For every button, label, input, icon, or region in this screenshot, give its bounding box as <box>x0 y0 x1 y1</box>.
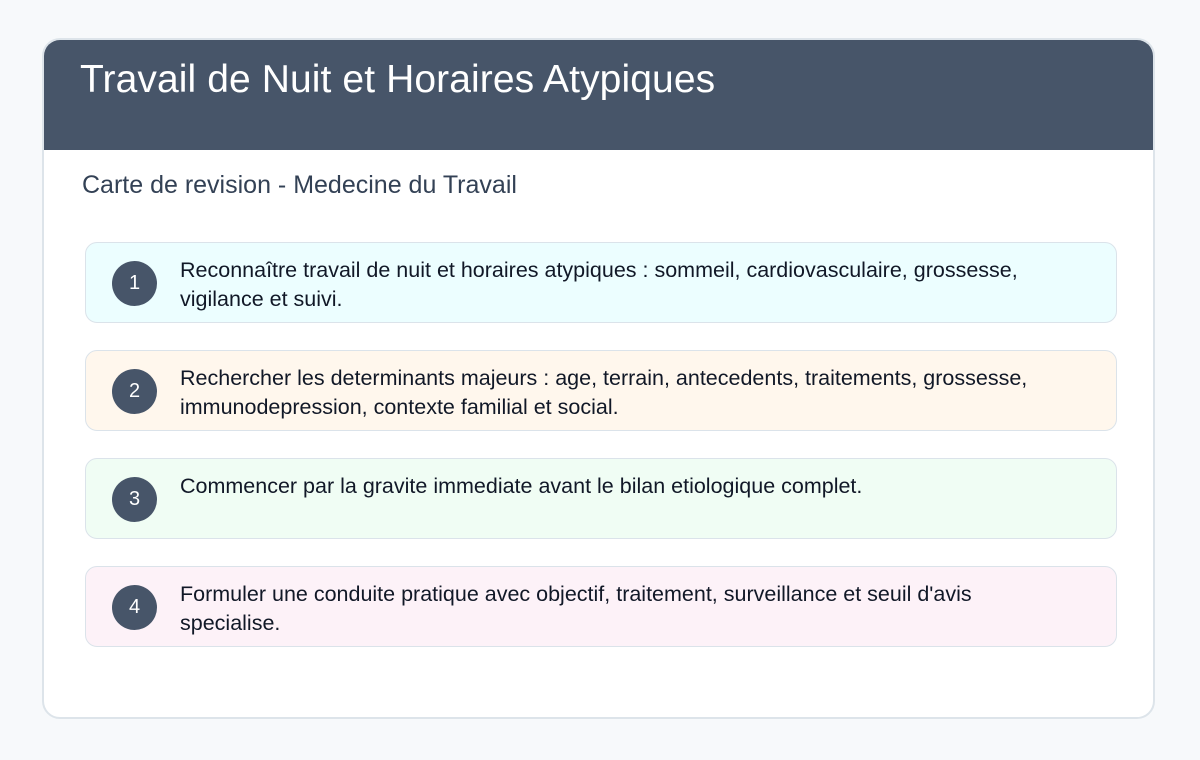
card-header <box>44 40 1153 150</box>
list-item-4 <box>85 566 1117 647</box>
item-text: Rechercher les determinants majeurs : age, terrain, antecedents, traitements, grossesse, immunodepression, contexte familial et social. <box>180 366 1028 419</box>
item-text: Formuler une conduite pratique avec objectif, traitement, surveillance et seuil d'avis specialise. <box>180 582 972 635</box>
item-text: Reconnaître travail de nuit et horaires atypiques : sommeil, cardiovasculaire, grossesse, vigilance et suivi. <box>180 258 1018 311</box>
item-text: Commencer par la gravite immediate avant le bilan etiologique complet. <box>180 474 863 498</box>
list-item-3 <box>85 458 1117 539</box>
list-item-1 <box>85 242 1117 323</box>
item-number-badge: 1 <box>112 261 157 306</box>
list-item-2 <box>85 350 1117 431</box>
item-number-badge: 3 <box>112 477 157 522</box>
card-title: Travail de Nuit et Horaires Atypiques <box>80 58 716 101</box>
revision-card <box>42 38 1155 719</box>
card-subtitle: Carte de revision - Medecine du Travail <box>82 171 517 199</box>
item-number-badge: 2 <box>112 369 157 414</box>
item-number-badge: 4 <box>112 585 157 630</box>
